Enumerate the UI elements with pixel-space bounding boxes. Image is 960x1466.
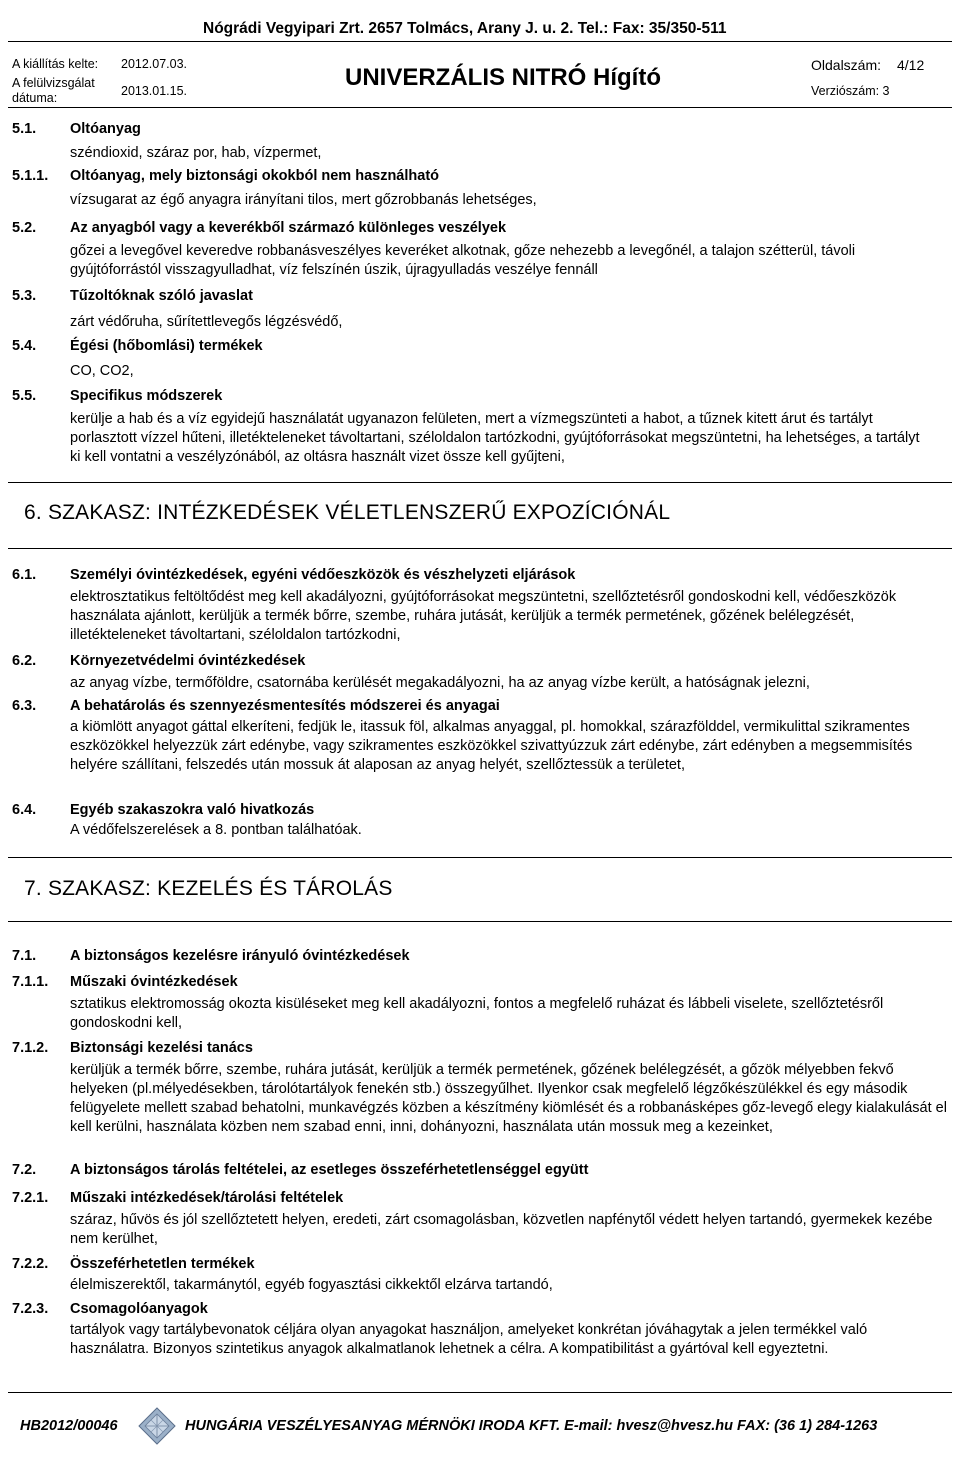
document-title: UNIVERZÁLIS NITRÓ Hígító (345, 64, 661, 91)
section-number: 7.2. (12, 1162, 37, 1178)
section-body: elektrosztatikus feltöltődést meg kell akadályozni, gyújtóforrásokat megszüntetni, szellőztetésről gondoskodni kell, védőeszközök használata ajánlott, kerüljük a termék bőrre, szembe, ruhára jutását, kerüljük a termék permetének, gőzének belélegzését, illetékteleneket távoltartani, széloldalon tartózkodni, (70, 589, 897, 643)
section-number: 5.2. (12, 220, 37, 236)
section-heading: 6. SZAKASZ: INTÉZKEDÉSEK VÉLETLENSZERŰ EXPOZÍCIÓNÁL (24, 501, 671, 524)
footer-divider (8, 1392, 952, 1393)
section-number: 5.3. (12, 288, 37, 304)
footer-code: HB2012/00046 (20, 1418, 118, 1434)
section-title: Oltóanyag, mely biztonsági okokból nem használható (70, 168, 440, 184)
section-number: 6.3. (12, 698, 37, 714)
revision-date-label-1: A felülvizsgálat (12, 76, 95, 90)
section-divider (8, 482, 952, 483)
section-number: 7.1.2. (12, 1040, 49, 1056)
section-title: A biztonságos kezelésre irányuló óvintézkedések (70, 948, 410, 964)
section-number: 7.1. (12, 948, 37, 964)
section-title: Tűzoltóknak szóló javaslat (70, 288, 253, 304)
section-number: 5.4. (12, 338, 37, 354)
section-body: gőzei a levegővel keveredve robbanásveszélyes keveréket alkotnak, gőze nehezebb a levegőnél, a talajon szétterül, távoli gyújtóforrástól visszagyulladhat, víz felszínén úszik, újragyulladás veszélye fennáll (70, 243, 856, 278)
section-title: Biztonsági kezelési tanács (70, 1040, 253, 1056)
section-body: sztatikus elektromosság okozta kisüléseket meg kell akadályozni, fontos a megfelelő ruházat és lábbeli viselete, szellőztetésről gondoskodni kell, (70, 996, 884, 1031)
issue-date: 2012.07.03. (121, 57, 188, 71)
section-title: A biztonságos tárolás feltételei, az esetleges összeférhetetlenséggel együtt (70, 1162, 589, 1178)
section-number: 7.2.2. (12, 1256, 49, 1272)
footer-company: HUNGÁRIA VESZÉLYESANYAG MÉRNÖKI IRODA KFT. E-mail: hvesz@hvesz.hu FAX: (36 1) 284-1263 (185, 1418, 878, 1434)
company-header: Nógrádi Vegyipari Zrt. 2657 Tolmács, Arany J. u. 2. Tel.: Fax: 35/350-511 (203, 20, 727, 37)
section-divider (8, 857, 952, 858)
section-title: Környezetvédelmi óvintézkedések (70, 653, 306, 669)
section-number: 5.1.1. (12, 168, 49, 184)
section-title: Specifikus módszerek (70, 388, 223, 404)
section-title: Egyéb szakaszokra való hivatkozás (70, 802, 315, 818)
company-logo-icon (137, 1406, 177, 1446)
section-title: Oltóanyag (70, 121, 141, 137)
section-body: az anyag vízbe, termőföldre, csatornába kerülését megakadályozni, ha az anyag vízbe került, a hatóságnak jelezni, (70, 675, 810, 691)
section-title: Személyi óvintézkedések, egyéni védőeszközök és vészhelyzeti eljárások (70, 567, 576, 583)
header-divider (8, 41, 952, 42)
header-bottom-divider (8, 107, 952, 108)
section-number: 5.1. (12, 121, 37, 137)
section-number: 7.2.3. (12, 1301, 49, 1317)
section-body: élelmiszerektől, takarmánytól, egyéb fogyasztási cikkektől elzárva tartandó, (70, 1277, 553, 1293)
section-body: kerüljük a termék bőrre, szembe, ruhára jutását, kerüljük a termék permetének, gőzének belélegzését, a gőzök mélyebben fekvő helyeken (pl.mélyedésekben, tárolótartályok fenekén stb.) összegyűlhet. Ilyenkor csak megfelelő légzőkészülékkel és egy második felügyelete mellett szabad behatolni, munkavégzés közben a készítmény kiömlését és a robbanásképes gőz-levegő elegy kialakulását el kell kerülni, használata közben nem szabad enni, inni, dohányozni, használata után mossuk meg a kezeinket, (70, 1062, 947, 1135)
version-number: Verziószám: 3 (811, 84, 890, 98)
section-body: kerülje a hab és a víz egyidejű használatát ugyanazon felületen, mert a vízmegszünteti a habot, a tűznek kitett árut és tartályt porlasztott vízzel hűteni, illetékteleneket távoltartani, széloldalon tartózkodni, gyújtóforrásokat megszüntetni, ha lehetséges, a tartályt ki kell vontatni a veszélyzónából, az oltásra használt vizet össze kell gyűjteni, (70, 411, 920, 465)
section-title: Műszaki óvintézkedések (70, 974, 238, 990)
section-number: 7.2.1. (12, 1190, 49, 1206)
section-body: vízsugarat az égő anyagra irányítani tilos, mert gőzrobbanás lehetséges, (70, 192, 537, 208)
section-number: 6.1. (12, 567, 37, 583)
page-number: 4/12 (897, 57, 925, 73)
section-body: a kiömlött anyagot gáttal elkeríteni, fedjük le, itassuk föl, alkalmas anyaggal, pl. homokkal, szárazfölddel, vermikulittal szikramentes eszközökkel helyezzük zárt edénybe, vagy szikramentes eszközökkel szivattyúzzuk zárt edénybe, zárt edényben a megsemmisítés helyére szállítani, felszedés után mossuk át alaposan az anyag helyét, szellőztessük a területet, (70, 719, 913, 773)
section-heading: 7. SZAKASZ: KEZELÉS ÉS TÁROLÁS (24, 877, 393, 900)
section-body: A védőfelszerelések a 8. pontban találhatóak. (70, 822, 362, 838)
section-title: Csomagolóanyagok (70, 1301, 208, 1317)
section-title: Égési (hőbomlási) termékek (70, 338, 263, 354)
section-body: tartályok vagy tartálybevonatok céljára olyan anyagokat használjon, amelyeket konkrétan jóváhagytak a jelen termékkel való használatra. Bizonyos szintetikus anyagok alkalmatlanok lehetnek a célra. A kompatibilitást a gyártóval kell egyeztetni. (70, 1322, 868, 1357)
section-divider (8, 921, 952, 922)
section-title: Műszaki intézkedések/tárolási feltételek (70, 1190, 344, 1206)
revision-date: 2013.01.15. (121, 84, 188, 98)
section-number: 6.4. (12, 802, 37, 818)
page-label: Oldalszám: (811, 57, 882, 73)
section-body: széndioxid, száraz por, hab, vízpermet, (70, 145, 322, 161)
section-body: zárt védőruha, sűrítettlevegős légzésvédő, (70, 314, 343, 330)
section-body: száraz, hűvös és jól szellőztetett helyen, eredeti, zárt csomagolásban, közvetlen napfénytől védett helyen tartandó, gyermekek kezébe nem kerülhet, (70, 1212, 933, 1247)
section-title: Az anyagból vagy a keverékből származó különleges veszélyek (70, 220, 507, 236)
section-title: A behatárolás és szennyezésmentesítés módszerei és anyagai (70, 698, 500, 714)
section-number: 7.1.1. (12, 974, 49, 990)
section-number: 5.5. (12, 388, 37, 404)
revision-date-label-2: dátuma: (12, 91, 58, 105)
section-divider (8, 548, 952, 549)
section-title: Összeférhetetlen termékek (70, 1256, 255, 1272)
section-body: CO, CO2, (70, 363, 134, 379)
issue-date-label: A kiállítás kelte: (12, 57, 99, 71)
section-number: 6.2. (12, 653, 37, 669)
